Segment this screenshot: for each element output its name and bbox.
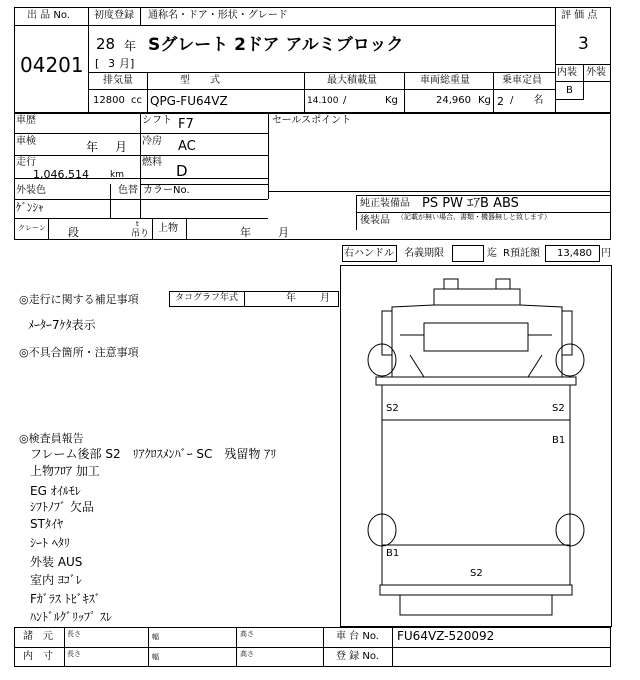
- equipment-value: PS PW ｴｱB ABS: [422, 196, 519, 211]
- history-label: 車歴: [16, 115, 36, 126]
- tilde-label: 迄: [487, 248, 497, 259]
- mileage-unit: km: [110, 170, 124, 180]
- tacho-label: タコグラフ年式: [175, 293, 239, 303]
- eval-label: 評 価 点: [561, 10, 598, 21]
- inspection-label: 車検: [16, 136, 36, 147]
- capacity-unit: / 名: [510, 95, 544, 106]
- max-load: 14.100: [307, 96, 339, 106]
- model-label: 型 式: [180, 75, 220, 86]
- travel-note-label: ◎走行に関する補足事項: [19, 293, 139, 306]
- title-change-label: 名義期限: [404, 248, 444, 259]
- upper-year: 年: [240, 226, 251, 239]
- lot-number: 04201: [20, 53, 84, 77]
- aftermarket-note: （記載が無い場合、書類・機器無しと致します）: [397, 213, 551, 221]
- damage-b1-right: B1: [552, 435, 566, 446]
- title-label: 通称名・ドア・形状・グレード: [148, 10, 288, 21]
- ac-label: 冷房: [142, 136, 162, 147]
- inspector-line: 室内 ﾖｺﾞﾚ: [30, 573, 82, 587]
- fuel-value: D: [176, 162, 188, 180]
- displacement-unit: cc: [131, 95, 142, 106]
- interior-length-label: 長さ: [67, 650, 81, 658]
- damage-b1-left: B1: [386, 548, 400, 559]
- shift-label: シフト: [142, 115, 172, 126]
- chassis-label: 車 台 No.: [336, 631, 379, 642]
- inspector-label: ◎検査員報告: [19, 432, 84, 445]
- dims-label: 諸 元: [23, 631, 53, 642]
- gross-label: 車両総重量: [420, 75, 470, 86]
- interior-grade: B: [566, 85, 573, 96]
- color-no-label: カラーNo.: [143, 185, 190, 196]
- first-reg-label: 初度登録: [94, 10, 134, 21]
- damage-s2-right: S2: [552, 403, 565, 414]
- crane-hang: 吊り: [131, 229, 150, 239]
- inspector-line: 外装 AUS: [30, 555, 83, 569]
- lot-label: 出 品 No.: [27, 10, 70, 21]
- tacho-month: 月: [320, 293, 330, 304]
- inspector-line: Fｶﾞﾗｽ ﾄﾋﾞｷｽﾞ: [30, 592, 101, 606]
- color-label: 外装色: [16, 185, 46, 196]
- inspector-line: ｼﾌﾄﾉﾌﾞ 欠品: [30, 500, 94, 514]
- recycle-label: R預託額: [503, 248, 540, 259]
- inspection-month: 月: [115, 140, 128, 154]
- damage-s2-left: S2: [386, 403, 399, 414]
- exterior-label: 外装: [586, 67, 606, 78]
- height-label: 高さ: [240, 630, 254, 638]
- displacement: 12800: [93, 95, 125, 106]
- capacity-label: 乗車定員: [502, 75, 542, 86]
- reg-year: 28: [96, 35, 116, 53]
- reg-number-label: 登 録 No.: [336, 651, 379, 662]
- displacement-label: 排気量: [103, 75, 133, 86]
- ac-value: AC: [178, 139, 196, 154]
- inspector-line: STﾀｲﾔ: [30, 517, 63, 531]
- reg-year-unit: 年: [124, 39, 137, 53]
- inspector-line: 上物ﾌﾛｱ 加工: [30, 464, 100, 478]
- rhd-label: 右ハンドル: [344, 248, 394, 259]
- max-load-sep: /: [343, 95, 347, 106]
- sales-point-label: セールスポイント: [272, 115, 352, 126]
- mileage-label: 走行: [16, 157, 36, 168]
- travel-note: ﾒｰﾀｰ7ｹﾀ表示: [28, 318, 96, 332]
- tacho-year: 年: [286, 293, 296, 304]
- inspection-year: 年: [86, 140, 99, 154]
- interior-height-label: 高さ: [240, 650, 254, 658]
- inspector-line: ｼｰﾄ ﾍﾀﾘ: [30, 536, 70, 550]
- max-load-unit: Kg: [385, 95, 398, 106]
- recycle-value: 13,480: [557, 248, 592, 259]
- truck-damage-diagram: [340, 265, 612, 627]
- equipment-label: 純正装備品: [360, 198, 410, 209]
- gross-unit: Kg: [478, 95, 491, 106]
- color-code-label: 色替: [118, 185, 138, 196]
- reg-month: 3: [108, 57, 115, 70]
- fuel-label: 燃料: [142, 157, 162, 168]
- defects-label: ◎不具合箇所・注意事項: [19, 346, 139, 359]
- length-label: 長さ: [67, 630, 81, 638]
- interior-dims-label: 内 寸: [23, 651, 53, 662]
- inspector-line: フレーム後部 S2 ﾘｱｸﾛｽﾒﾝﾊﾞｰ SC 残留物 ｱﾘ: [30, 447, 277, 461]
- reg-month-open: [: [95, 57, 100, 70]
- chassis-number: FU64VZ-520092: [397, 629, 495, 643]
- crane-stage: 段: [68, 226, 79, 239]
- capacity: 2: [497, 95, 504, 108]
- max-load-label: 最大積載量: [327, 75, 377, 86]
- crane-t: t: [136, 220, 139, 228]
- inspector-line: EG ｵｲﾙﾓﾚ: [30, 484, 81, 498]
- yen-label: 円: [601, 248, 611, 259]
- mileage: 1,046,514: [33, 168, 89, 181]
- eval-score: 3: [578, 34, 589, 54]
- interior-width-label: 幅: [152, 653, 159, 661]
- width-label: 幅: [152, 633, 159, 641]
- vehicle-name: Sグレート 2ドア アルミブロック: [148, 35, 404, 55]
- interior-label: 内装: [557, 67, 577, 78]
- shift-value: F7: [178, 117, 194, 132]
- inspector-line: ﾊﾝﾄﾞﾙｸﾞﾘｯﾌﾟ ｽﾚ: [30, 610, 112, 624]
- damage-s2-bottom: S2: [470, 568, 483, 579]
- upper-month: 月: [278, 226, 289, 239]
- crane-label: クレーン: [18, 224, 46, 232]
- color-value: ｹﾞﾝｼｬ: [16, 201, 44, 214]
- upper-label: 上物: [158, 223, 178, 234]
- aftermarket-label: 後装品: [360, 215, 390, 226]
- reg-month-unit: 月]: [119, 57, 135, 70]
- gross: 24,960: [436, 95, 471, 106]
- model: QPG-FU64VZ: [150, 94, 228, 108]
